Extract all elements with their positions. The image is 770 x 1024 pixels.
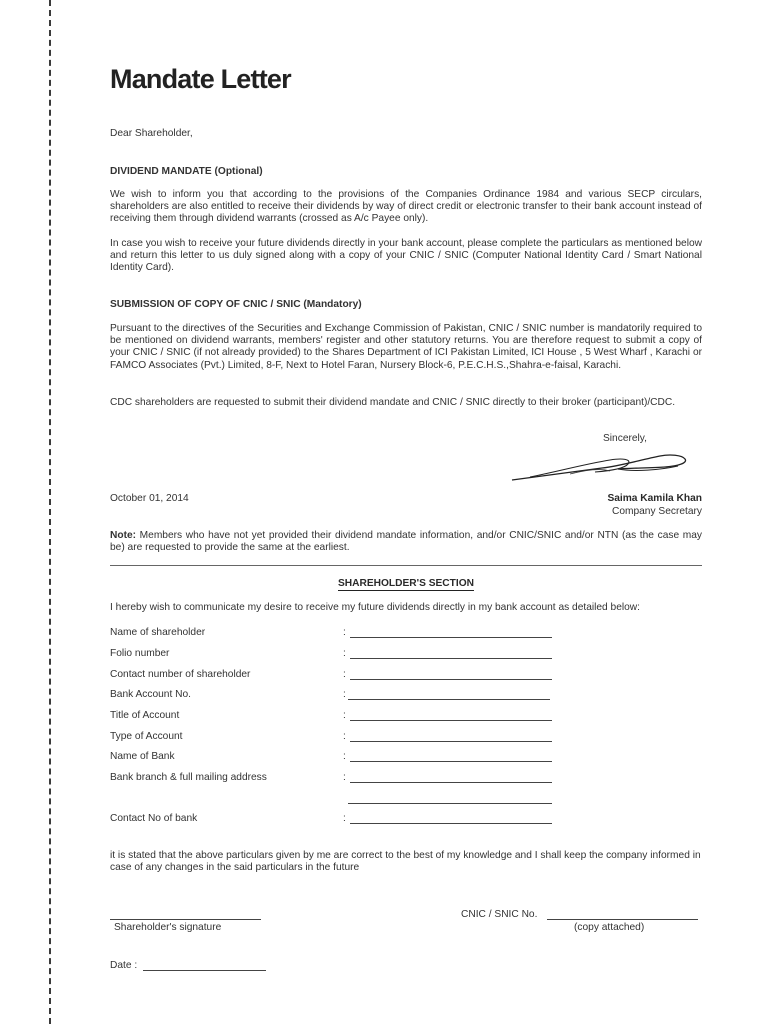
type-of-account-field[interactable] (350, 741, 552, 742)
field-label-type-of-account: Type of Account (110, 731, 183, 742)
field-colon: : (343, 648, 346, 659)
field-colon: : (343, 689, 346, 700)
note-paragraph (110, 530, 702, 554)
field-label-title-of-account: Title of Account (110, 710, 180, 721)
signer-title: Company Secretary (611, 506, 702, 517)
field-label-name-of-bank: Name of Bank (110, 751, 175, 762)
bank-branch-address-field[interactable] (350, 782, 552, 783)
section-intro: I hereby wish to communicate my desire to receive my future dividends directly in my bank account as detailed below: (110, 602, 640, 613)
date-field[interactable] (143, 970, 266, 971)
shareholder-section-title: SHAREHOLDER'S SECTION (337, 578, 474, 589)
declaration-text: it is stated that the above particulars given by me are correct to the best of my knowledge and I shall keep the company informed in case of any changes in the said particulars in the future (110, 850, 701, 874)
contact-number-field[interactable] (350, 679, 552, 680)
paragraph-cnic-directive: Pursuant to the directives of the Securities and Exchange Commission of Pakistan, CNIC / SNIC number is mandatorily required to be mentioned on dividend warrants, members' register and other statutory returns. You are therefore request to submit a copy of your CNIC / SNIC (if not already provided) to the Shares Department of ICI Pakistan Limited, ICI House , 5 West Wharf , Karachi or FAMCO Associates (Pvt.) Limited, 8-F, Next to Hotel Faran, Nursery Block-6, P.E.C.H.S.,Shahra-e-faisal, Karachi. (110, 323, 702, 371)
dividend-mandate-heading: DIVIDEND MANDATE (Optional) (110, 166, 263, 177)
paragraph-instructions: In case you wish to receive your future dividends directly in your bank account, please complete the particulars as mentioned below and return this letter to us duly signed along with a copy of your CNIC / SNIC (Computer National Identity Card / Smart National Identity Card). (110, 238, 702, 274)
field-label-bank-branch-address: Bank branch & full mailing address (110, 772, 267, 783)
field-label-bank-account-no: Bank Account No. (110, 689, 191, 700)
dashed-cut-line (49, 0, 51, 1024)
field-colon: : (343, 627, 346, 638)
field-colon: : (343, 710, 346, 721)
letter-date: October 01, 2014 (110, 493, 189, 504)
contact-no-of-bank-field[interactable] (350, 823, 552, 824)
field-colon: : (343, 813, 346, 824)
name-of-bank-field[interactable] (350, 761, 552, 762)
closing-sincerely: Sincerely, (603, 433, 647, 444)
cnic-snic-field[interactable] (547, 919, 698, 920)
field-label-name-of-shareholder: Name of shareholder (110, 627, 206, 638)
field-colon: : (343, 751, 346, 762)
copy-attached-label: (copy attached) (574, 922, 645, 933)
note-label: Note: (110, 530, 137, 541)
title-of-account-field[interactable] (350, 720, 552, 721)
page-title: Mandate Letter (110, 64, 291, 94)
field-label-folio-number: Folio number (110, 648, 170, 659)
field-colon: : (343, 669, 346, 680)
name-of-shareholder-field[interactable] (350, 637, 552, 638)
salutation: Dear Shareholder, (110, 128, 193, 139)
note-text: Members who have not yet provided their dividend mandate information, and/or CNIC/SNIC and/or NTN (as the case may be) are requested to provide the same at the earliest. (110, 530, 702, 554)
shareholder-signature-label: Shareholder's signature (114, 922, 222, 933)
cnic-submission-heading: SUBMISSION OF COPY OF CNIC / SNIC (Mandatory) (110, 299, 362, 310)
shareholder-signature-field[interactable] (110, 919, 261, 920)
cnic-snic-label: CNIC / SNIC No. (461, 909, 538, 920)
signer-name: Saima Kamila Khan (607, 493, 702, 504)
field-colon: : (343, 731, 346, 742)
folio-number-field[interactable] (350, 658, 552, 659)
date-label: Date : (110, 960, 138, 971)
paragraph-dividend-info: We wish to inform you that according to the provisions of the Companies Ordinance 1984 and various SECP circulars, shareholders are also entitled to receive their dividends by way of direct credit or electronic transfer to their bank account instead of receiving them through dividend warrants (crossed as A/c Payee only). (110, 189, 702, 225)
bank-branch-address-field-line-2[interactable] (348, 803, 552, 804)
field-label-contact-no-of-bank: Contact No of bank (110, 813, 198, 824)
field-colon: : (343, 772, 346, 783)
bank-account-no-field[interactable] (348, 699, 550, 700)
field-label-contact-number: Contact number of shareholder (110, 669, 251, 680)
handwritten-signature (510, 450, 690, 495)
section-divider (110, 565, 702, 566)
paragraph-cdc: CDC shareholders are requested to submit their dividend mandate and CNIC / SNIC directly to their broker (participant)/CDC. (110, 397, 676, 408)
